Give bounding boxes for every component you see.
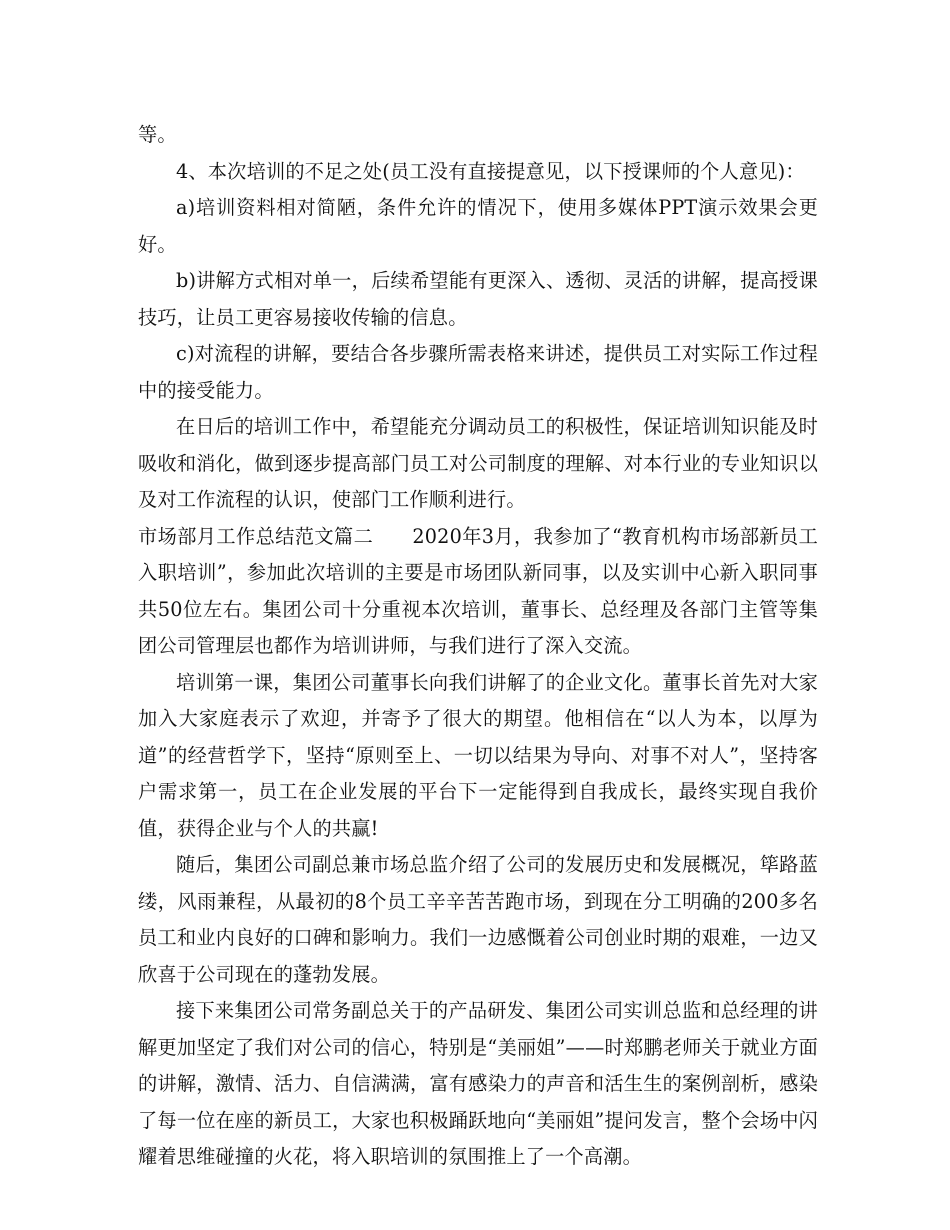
paragraph-item-c: c)对流程的讲解，要结合各步骤所需表格来讲述，提供员工对实际工作过程中的接受能力。 (138, 342, 818, 402)
paragraph-future-training: 在日后的培训工作中，希望能充分调动员工的积极性，保证培训知识能及时吸收和消化，做到逐步提高部门员工对公司制度的理解、对本行业的专业知识以及对工作流程的认识，使部门工作顺利进行。 (138, 415, 818, 511)
paragraph-first-lesson: 培训第一课，集团公司董事长向我们讲解了的企业文化。董事长首先对大家加入大家庭表示了欢迎，并寄予了很大的期望。他相信在“以人为本，以厚为道”的经营哲学下，坚持“原则至上、一切以结果为导向、对事不对人”，坚持客户需求第一，员工在企业发展的平台下一定能得到自我成长，最终实现自我价值，获得企业与个人的共赢! (138, 670, 818, 840)
paragraph-company-history: 随后，集团公司副总兼市场总监介绍了公司的发展历史和发展概况，筚路蓝缕，风雨兼程，从最初的8个员工辛辛苦苦跑市场，到现在分工明确的200多名员工和业内良好的口碑和影响力。我们一边感慨着公司创业时期的艰难，一边又欣喜于公司现在的蓬勃发展。 (138, 853, 818, 986)
document-body (138, 117, 818, 1176)
paragraph-product-lecture: 接下来集团公司常务副总关于的产品研发、集团公司实训总监和总经理的讲解更加坚定了我们对公司的信心，特别是“美丽姐”——时郑鹏老师关于就业方面的讲解，激情、活力、自信满满，富有感染力的声音和活生生的案例剖析，感染了每一位在座的新员工，大家也积极踊跃地向“美丽姐”提问发言，整个会场中闪耀着思维碰撞的火花，将入职培训的氛围推上了一个高潮。 (138, 999, 818, 1168)
paragraph-article-two-intro: 市场部月工作总结范文篇二 2020年3月，我参加了“教育机构市场部新员工入职培训”，参加此次培训的主要是市场团队新同事，以及实训中心新入职同事共50位左右。集团公司十分重视本次培训，董事长、总经理及各部门主管等集团公司管理层也都作为培训讲师，与我们进行了深入交流。 (138, 524, 818, 657)
paragraph-item-a: a)培训资料相对简陋，条件允许的情况下，使用多媒体PPT演示效果会更好。 (138, 196, 818, 256)
paragraph-shortcomings-heading: 4、本次培训的不足之处(员工没有直接提意见，以下授课师的个人意见)： (176, 159, 805, 183)
paragraph-item-b: b)讲解方式相对单一，后续希望能有更深入、透彻、灵活的讲解，提高授课技巧，让员工更容易接收传输的信息。 (138, 269, 818, 329)
paragraph-continuation: 等。 (138, 123, 177, 146)
